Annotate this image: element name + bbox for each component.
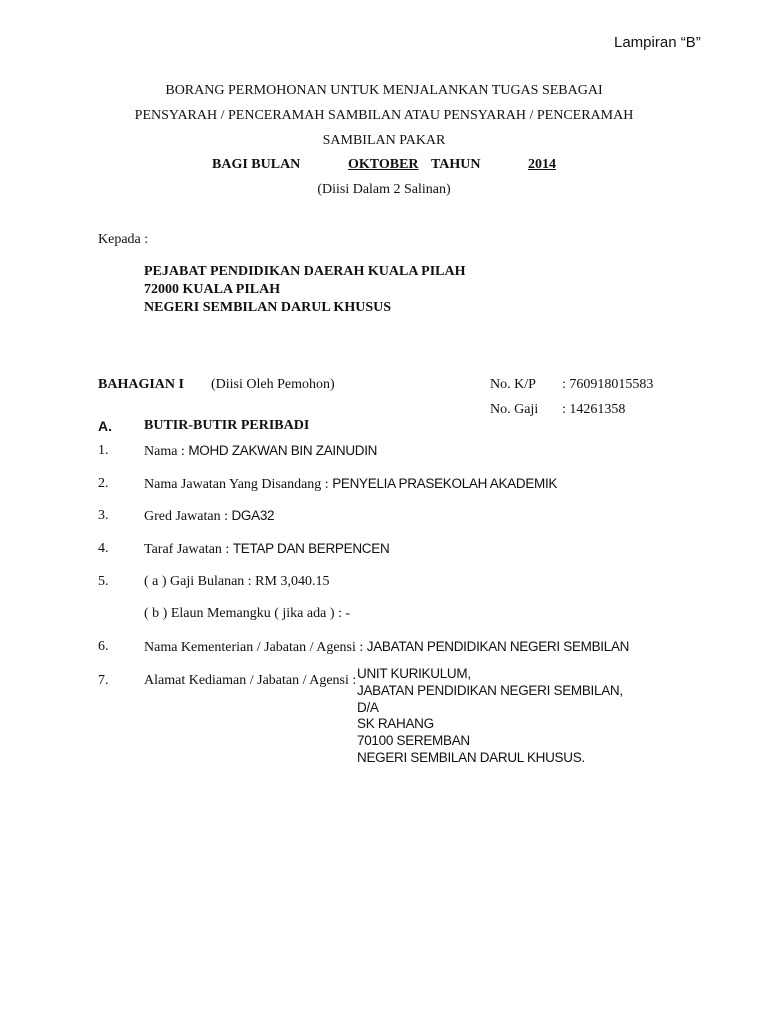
item-6-number: 6. (98, 639, 109, 654)
grade-value: DGA32 (231, 508, 275, 523)
address-line: 70100 SEREMBAN (357, 733, 470, 749)
acting-allowance: ( b ) Elaun Memangku ( jika ada ) : - (144, 606, 351, 621)
form-title-line-2: PENSYARAH / PENCERAMAH SAMBILAN ATAU PENSYARAH / PENCERAMAH (134, 108, 634, 123)
item-2-row (144, 476, 557, 493)
status-value: TETAP DAN BERPENCEN (232, 541, 390, 556)
item-5-number: 5. (98, 574, 109, 589)
copies-note: (Diisi Dalam 2 Salinan) (317, 182, 451, 197)
recipient-line-2: 72000 KUALA PILAH (144, 282, 281, 297)
attachment-label: Lampiran “B” (614, 34, 701, 51)
name-label: Nama : (144, 444, 189, 459)
address-line: SK RAHANG (357, 716, 434, 732)
item-1-number: 1. (98, 443, 109, 458)
form-title-line-3: SAMBILAN PAKAR (322, 133, 446, 148)
month-value: OKTOBER (348, 157, 419, 172)
status-label: Taraf Jawatan : (144, 542, 233, 557)
position-label: Nama Jawatan Yang Disandang : (144, 477, 333, 492)
address-label: Alamat Kediaman / Jabatan / Agensi : (144, 673, 357, 688)
tahun-label: TAHUN (431, 157, 481, 172)
address-line: UNIT KURIKULUM, (357, 666, 471, 681)
part-a-heading: BUTIR-BUTIR PERIBADI (144, 418, 310, 433)
kepada-label: Kepada : (98, 232, 149, 247)
item-7-number: 7. (98, 673, 109, 688)
gaji-value: : 14261358 (562, 402, 626, 417)
section-note: (Diisi Oleh Pemohon) (211, 377, 335, 392)
item-6-row (144, 639, 629, 656)
recipient-line-3: NEGERI SEMBILAN DARUL KHUSUS (144, 300, 391, 315)
grade-label: Gred Jawatan : (144, 509, 232, 524)
ministry-value: JABATAN PENDIDIKAN NEGERI SEMBILAN (366, 639, 630, 654)
item-4-row (144, 541, 389, 558)
item-3-number: 3. (98, 508, 109, 523)
bagi-bulan-label: BAGI BULAN (212, 157, 301, 172)
ministry-label: Nama Kementerian / Jabatan / Agensi : (144, 640, 367, 655)
recipient-line-1: PEJABAT PENDIDIKAN DAERAH KUALA PILAH (144, 264, 466, 279)
kp-label: No. K/P (490, 377, 536, 392)
item-1-row (144, 443, 377, 460)
position-value: PENYELIA PRASEKOLAH AKADEMIK (332, 476, 558, 491)
monthly-salary: ( a ) Gaji Bulanan : RM 3,040.15 (144, 574, 330, 589)
address-line: JABATAN PENDIDIKAN NEGERI SEMBILAN, (357, 682, 623, 698)
item-3-row (144, 508, 274, 525)
item-4-number: 4. (98, 541, 109, 556)
address-block (357, 666, 623, 767)
name-value: MOHD ZAKWAN BIN ZAINUDIN (188, 443, 378, 458)
section-label: BAHAGIAN I (98, 377, 184, 392)
form-title-line-1: BORANG PERMOHONAN UNTUK MENJALANKAN TUGAS SEBAGAI (165, 83, 603, 98)
gaji-label: No. Gaji (490, 402, 539, 417)
part-a-letter: A. (98, 418, 112, 434)
year-value: 2014 (528, 157, 556, 172)
kp-value: : 760918015583 (562, 377, 654, 392)
address-line: D/A (357, 699, 379, 715)
item-2-number: 2. (98, 476, 109, 491)
address-line: NEGERI SEMBILAN DARUL KHUSUS. (357, 749, 585, 765)
